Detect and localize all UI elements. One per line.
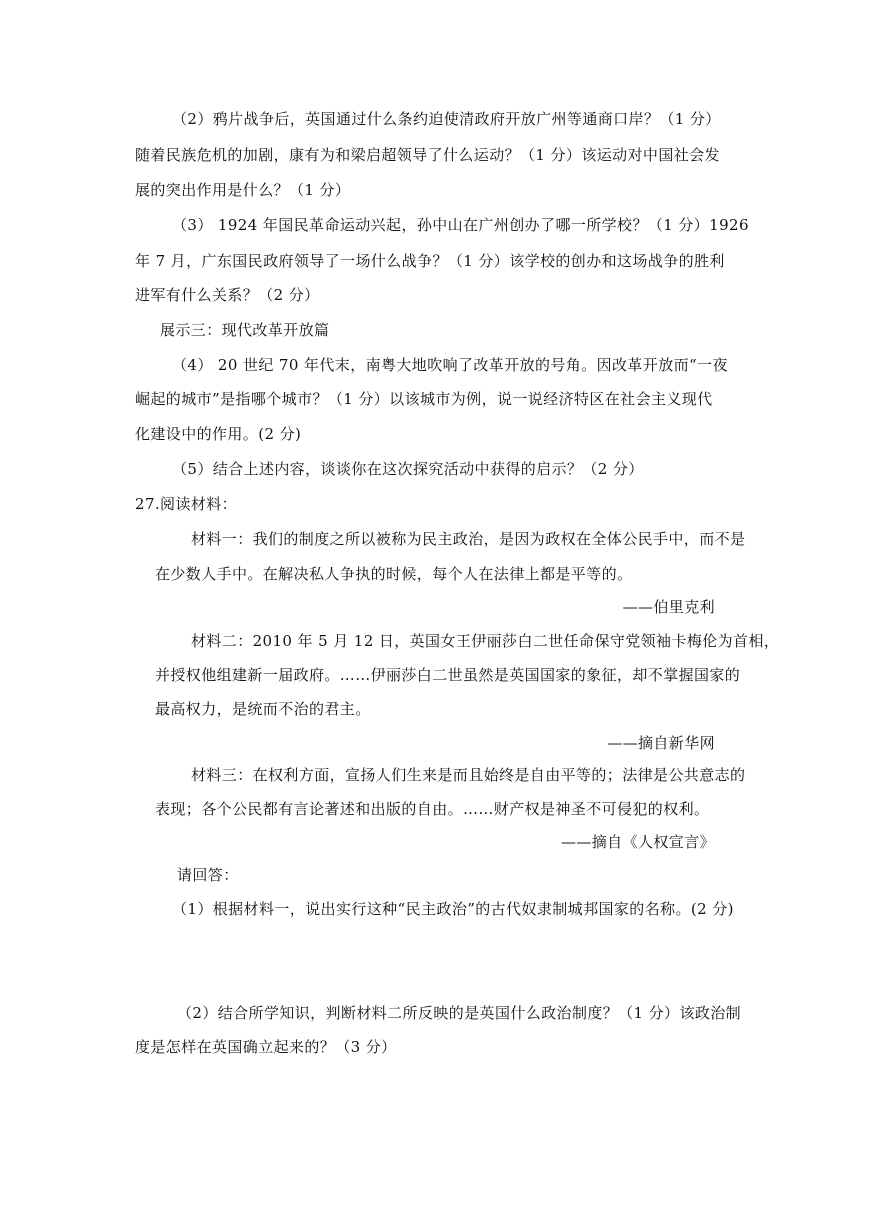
material-3-line-2: 表现；各个公民都有言论著述和出版的自由。……财产权是神圣不可侵犯的权利。: [155, 800, 710, 818]
material-1-line-2: 在少数人手中。在解决私人争执的时候，每个人在法律上都是平等的。: [155, 565, 633, 583]
question-27-1-line-1: （1）根据材料一，说出实行这种“民主政治”的古代奴隶制城邦国家的名称。(2 分): [172, 900, 734, 918]
material-1-source: ——伯里克利: [622, 598, 715, 616]
material-1-line-1: 材料一：我们的制度之所以被称为民主政治，是因为政权在全体公民手中，而不是: [191, 530, 746, 548]
material-2-line-2: 并授权他组建新一届政府。……伊丽莎白二世虽然是英国国家的象征，却不掌握国家的: [155, 666, 741, 684]
question-4-line-1: （4） 20 世纪 70 年代末，南粤大地吹响了改革开放的号角。因改革开放而“一夜: [172, 356, 728, 374]
question-2-line-1: （2）鸦片战争后，英国通过什么条约迫使清政府开放广州等通商口岸？（1 分）: [172, 110, 721, 128]
question-3-line-2: 年 7 月，广东国民政府领导了一场什么战争？（1 分）该学校的创办和这场战争的胜利: [135, 252, 725, 270]
question-27-2-line-1: （2）结合所学知识，判断材料二所反映的是英国什么政治制度？（1 分）该政治制: [177, 1004, 742, 1022]
material-3-line-1: 材料三：在权利方面，宣扬人们生来是而且始终是自由平等的；法律是公共意志的: [191, 766, 746, 784]
material-2-line-3: 最高权力，是统而不治的君主。: [155, 700, 371, 718]
question-3-line-1: （3） 1924 年国民革命运动兴起，孙中山在广州创办了哪一所学校？（1 分）1926: [172, 216, 749, 234]
question-27-title: 27.阅读材料：: [135, 495, 238, 513]
material-2-source: ——摘自新华网: [607, 734, 715, 752]
material-2-line-1: 材料二：2010 年 5 月 12 日，英国女王伊丽莎白二世任命保守党领袖卡梅伦为首相，: [191, 632, 780, 650]
question-27-2-line-2: 度是怎样在英国确立起来的？（3 分）: [135, 1038, 397, 1056]
question-4-line-2: 崛起的城市”是指哪个城市？（1 分）以该城市为例，说一说经济特区在社会主义现代: [135, 390, 713, 408]
material-3-source: ——摘自《人权宣言》: [560, 833, 715, 851]
section-3-heading: 展示三：现代改革开放篇: [160, 321, 330, 339]
question-2-line-2: 随着民族危机的加剧，康有为和梁启超领导了什么运动？（1 分）该运动对中国社会发: [135, 146, 720, 164]
question-5-line-1: （5）结合上述内容，谈谈你在这次探究活动中获得的启示？（2 分）: [172, 460, 644, 478]
question-2-line-3: 展的突出作用是什么？（1 分）: [135, 181, 351, 199]
question-4-line-3: 化建设中的作用。(2 分): [135, 425, 302, 443]
question-3-line-3: 进军有什么关系？（2 分）: [135, 286, 320, 304]
answer-prompt: 请回答：: [177, 866, 239, 884]
